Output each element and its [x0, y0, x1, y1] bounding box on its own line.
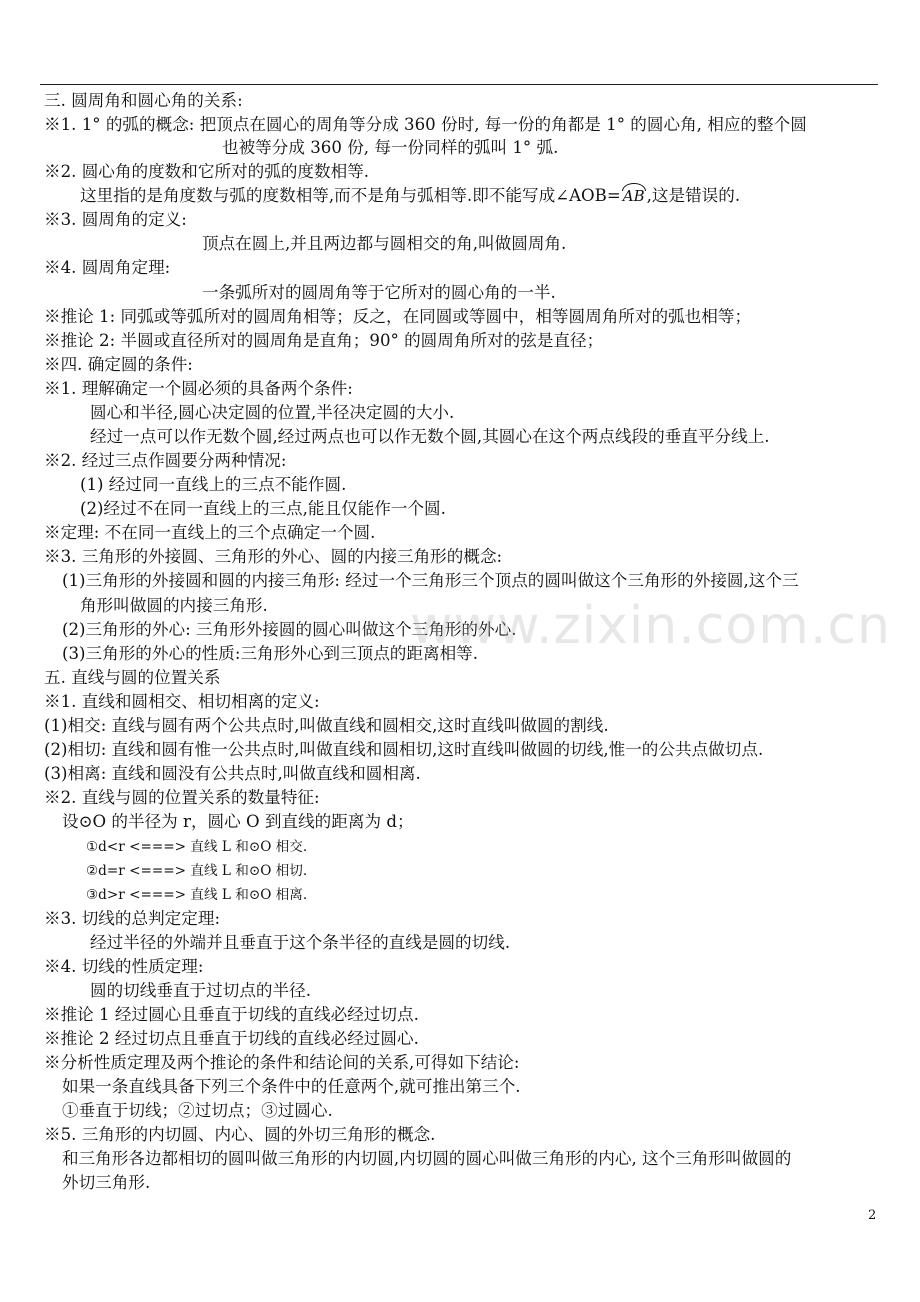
- text-line: ※3. 切线的总判定定理:: [44, 909, 221, 928]
- text-line: 设⊙O 的半径为 r，圆心 O 到直线的距离为 d；: [62, 812, 414, 831]
- text-line: (1)相交: 直线与圆有两个公共点时,叫做直线和圆相交,这时直线叫做圆的割线.: [44, 716, 609, 735]
- text-line: ※推论 1: 同弧或等弧所对的圆周角相等；反之，在同圆或等圆中，相等圆周角所对的弧也相等；: [44, 307, 752, 326]
- text-line: (3)三角形的外心的性质:三角形外心到三顶点的距离相等.: [62, 644, 479, 663]
- text-line: ※4. 切线的性质定理:: [44, 957, 204, 976]
- text-line: ※1. 理解确定一个圆必须的具备两个条件:: [44, 379, 353, 398]
- text-line: (1)三角形的外接圆和圆的内接三角形: 经过一个三角形三个顶点的圆叫做这个三角形的外接圆,这个三: [62, 571, 799, 590]
- text-line: ①d<r <===> 直线 L 和⊙O 相交.: [86, 839, 308, 855]
- text-line: ※5. 三角形的内切圆、内心、圆的外切三角形的概念.: [44, 1125, 436, 1144]
- text-line: ※分析性质定理及两个推论的条件和结论间的关系,可得如下结论:: [44, 1053, 520, 1072]
- text-line: ※推论 2: 半圆或直径所对的圆周角是直角；90° 的圆周角所对的弦是直径；: [44, 331, 604, 350]
- text-span: 这里指的是角度数与弧的度数相等,而不是角与弧相等.即不能写成∠AOB=: [80, 186, 621, 205]
- section-3-heading: 三. 圆周角和圆心角的关系:: [44, 91, 243, 110]
- text-line: ※3. 圆周角的定义:: [44, 210, 187, 229]
- text-line: [80, 186, 740, 206]
- text-line: (2)经过不在同一直线上的三点,能且仅能作一个圆.: [80, 499, 446, 518]
- text-line: 和三角形各边都相切的圆叫做三角形的内切圆,内切圆的圆心叫做三角形的内心, 这个三角形叫做圆的: [62, 1149, 792, 1168]
- text-line: (1) 经过同一直线上的三点不能作圆.: [80, 475, 347, 494]
- text-line: 经过一点可以作无数个圆,经过两点也可以作无数个圆,其圆心在这个两点线段的垂直平分线上.: [90, 427, 770, 446]
- text-line: (2)相切: 直线和圆有惟一公共点时,叫做直线和圆相切,这时直线叫做圆的切线,惟一的公共点做切点.: [44, 740, 764, 759]
- watermark: www.zixin.com.cn: [410, 596, 891, 656]
- text-line: ③d>r <===> 直线 L 和⊙O 相离.: [86, 887, 308, 903]
- text-line: 如果一条直线具备下列三个条件中的任意两个,就可推出第三个.: [62, 1077, 521, 1096]
- text-line: ①垂直于切线；②过切点；③过圆心.: [62, 1101, 333, 1120]
- text-line: ※1. 1° 的弧的概念: 把顶点在圆心的周角等分成 360 份时, 每一份的角都是 1° 的圆心角, 相应的整个圆: [44, 115, 807, 134]
- text-line: ※2. 直线与圆的位置关系的数量特征:: [44, 788, 320, 807]
- text-line: ※推论 2 经过切点且垂直于切线的直线必经过圆心.: [44, 1029, 419, 1048]
- text-line: ※定理: 不在同一直线上的三个点确定一个圆.: [44, 523, 376, 542]
- text-line: ②d=r <===> 直线 L 和⊙O 相切.: [86, 863, 308, 879]
- text-line: ※3. 三角形的外接圆、三角形的外心、圆的内接三角形的概念:: [44, 547, 503, 566]
- text-span: ,这是错误的.: [646, 186, 741, 205]
- text-line: (2)三角形的外心: 三角形外接圆的圆心叫做这个三角形的外心.: [62, 620, 517, 639]
- text-line: ※2. 经过三点作圆要分两种情况:: [44, 451, 287, 470]
- text-line: 角形叫做圆的内接三角形.: [80, 596, 268, 615]
- arc-ab-symbol: AB: [622, 187, 645, 205]
- text-line: 一条弧所对的圆周角等于它所对的圆心角的一半.: [202, 283, 556, 302]
- section-5-heading: 五. 直线与圆的位置关系: [44, 668, 221, 687]
- text-line: 顶点在圆上,并且两边都与圆相交的角,叫做圆周角.: [202, 234, 567, 253]
- text-line: ※推论 1 经过圆心且垂直于切线的直线必经过切点.: [44, 1005, 419, 1024]
- text-line: ※2. 圆心角的度数和它所对的弧的度数相等.: [44, 162, 370, 181]
- section-4-heading: ※四. 确定圆的条件:: [44, 355, 193, 374]
- text-line: ※1. 直线和圆相交、相切相离的定义:: [44, 692, 320, 711]
- text-line: 经过半径的外端并且垂直于这个条半径的直线是圆的切线.: [90, 933, 511, 952]
- text-line: ※4. 圆周角定理:: [44, 258, 171, 277]
- text-line: (3)相离: 直线和圆没有公共点时,叫做直线和圆相离.: [44, 764, 421, 783]
- text-line: 圆心和半径,圆心决定圆的位置,半径决定圆的大小.: [90, 403, 455, 422]
- header-rule: [40, 84, 878, 85]
- text-line: 也被等分成 360 份, 每一份同样的弧叫 1° 弧.: [222, 138, 559, 157]
- text-line: 圆的切线垂直于过切点的半径.: [90, 981, 311, 1000]
- text-line: 外切三角形.: [62, 1173, 151, 1192]
- page-number: 2: [868, 1208, 877, 1223]
